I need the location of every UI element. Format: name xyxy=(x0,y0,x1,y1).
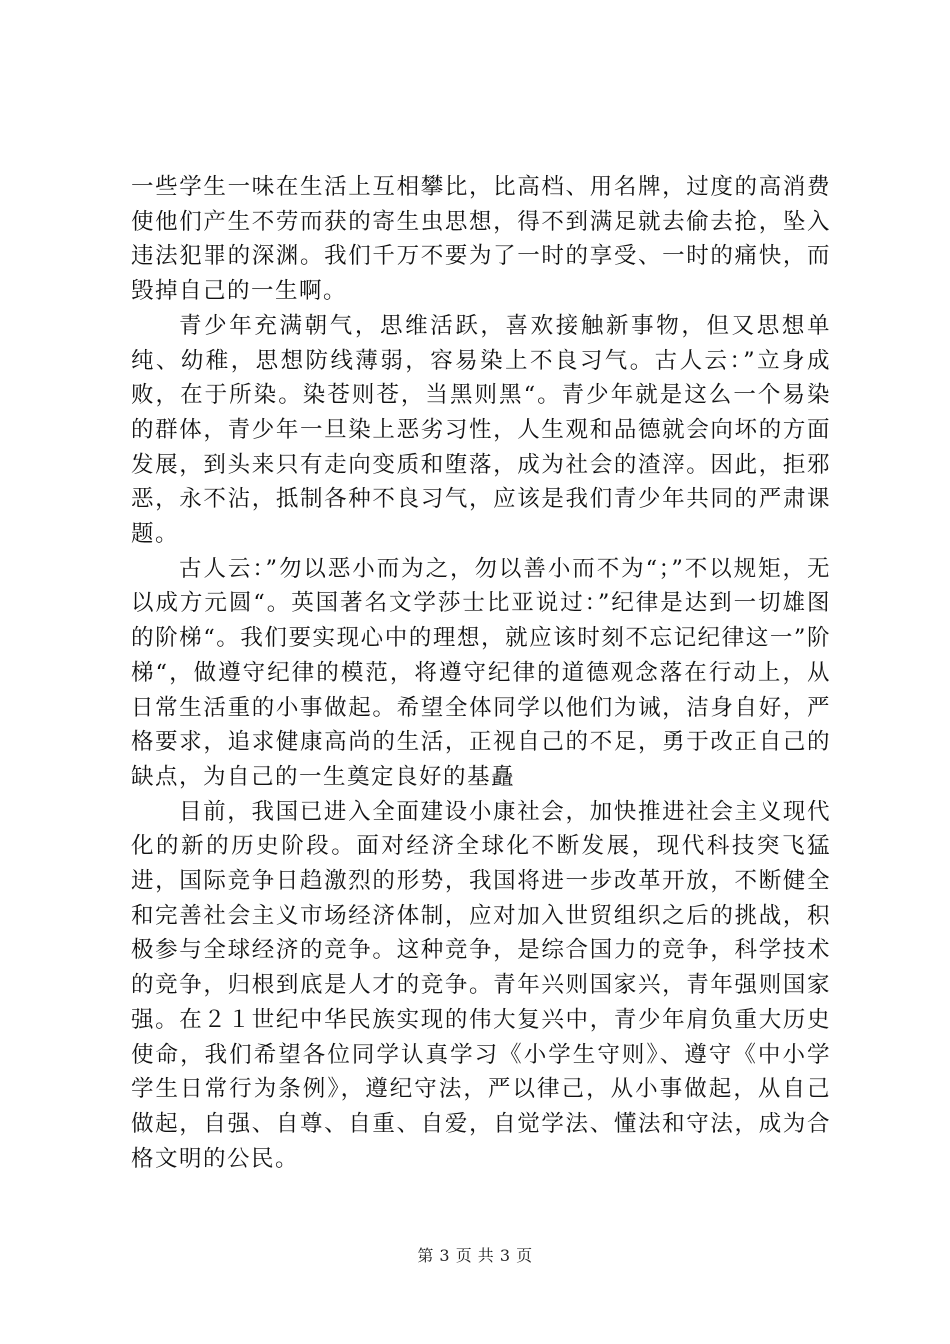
paragraph-1: 一些学生一味在生活上互相攀比，比高档、用名牌，过度的高消费使他们产生不劳而获的寄生虫思想，得不到满足就去偷去抢，坠入违法犯罪的深渊。我们千万不要为了一时的享受、一时的痛快，而毁掉自己的一生啊。 xyxy=(131,174,831,305)
paragraph-3: 古人云：”勿以恶小而为之，勿以善小而不为“；”不以规矩，无以成方元圆“。英国著名文学莎士比亚说过：”纪律是达到一切雄图的阶梯“。我们要实现心中的理想，就应该时刻不忘记纪律这一”阶梯“，做遵守纪律的模范，将遵守纪律的道德观念落在行动上，从日常生活重的小事做起。希望全体同学以他们为诫，洁身自好，严格要求，追求健康高尚的生活，正视自己的不足，勇于改正自己的缺点，为自己的一生奠定良好的基矗 xyxy=(131,555,831,790)
page-number-footer: 第 3 页 共 3 页 xyxy=(417,1246,533,1265)
paragraph-4: 目前，我国已进入全面建设小康社会，加快推进社会主义现代化的新的历史阶段。面对经济全球化不断发展，现代科技突飞猛进，国际竞争日趋激烈的形势，我国将进一步改革开放，不断健全和完善社会主义市场经济体制，应对加入世贸组织之后的挑战，积极参与全球经济的竞争。这种竞争，是综合国力的竞争，科学技术的竞争，归根到底是人才的竞争。青年兴则国家兴，青年强则国家强。在２１世纪中华民族实现的伟大复兴中，青少年肩负重大历史使命，我们希望各位同学认真学习《小学生守则》、遵守《中小学学生日常行为条例》，遵纪守法，严以律己，从小事做起，从自己做起，自强、自尊、自重、自爱，自觉学法、懂法和守法，成为合格文明的公民。 xyxy=(131,798,831,1172)
paragraph-2: 青少年充满朝气，思维活跃，喜欢接触新事物，但又思想单纯、幼稚，思想防线薄弱，容易染上不良习气。古人云：”立身成败，在于所染。染苍则苍，当黑则黑“。青少年就是这么一个易染的群体，青少年一旦染上恶劣习性，人生观和品德就会向坏的方面发展，到头来只有走向变质和堕落，成为社会的渣滓。因此，拒邪恶，永不沾，抵制各种不良习气，应该是我们青少年共同的严肃课题。 xyxy=(131,312,831,548)
document-body xyxy=(131,170,831,1176)
